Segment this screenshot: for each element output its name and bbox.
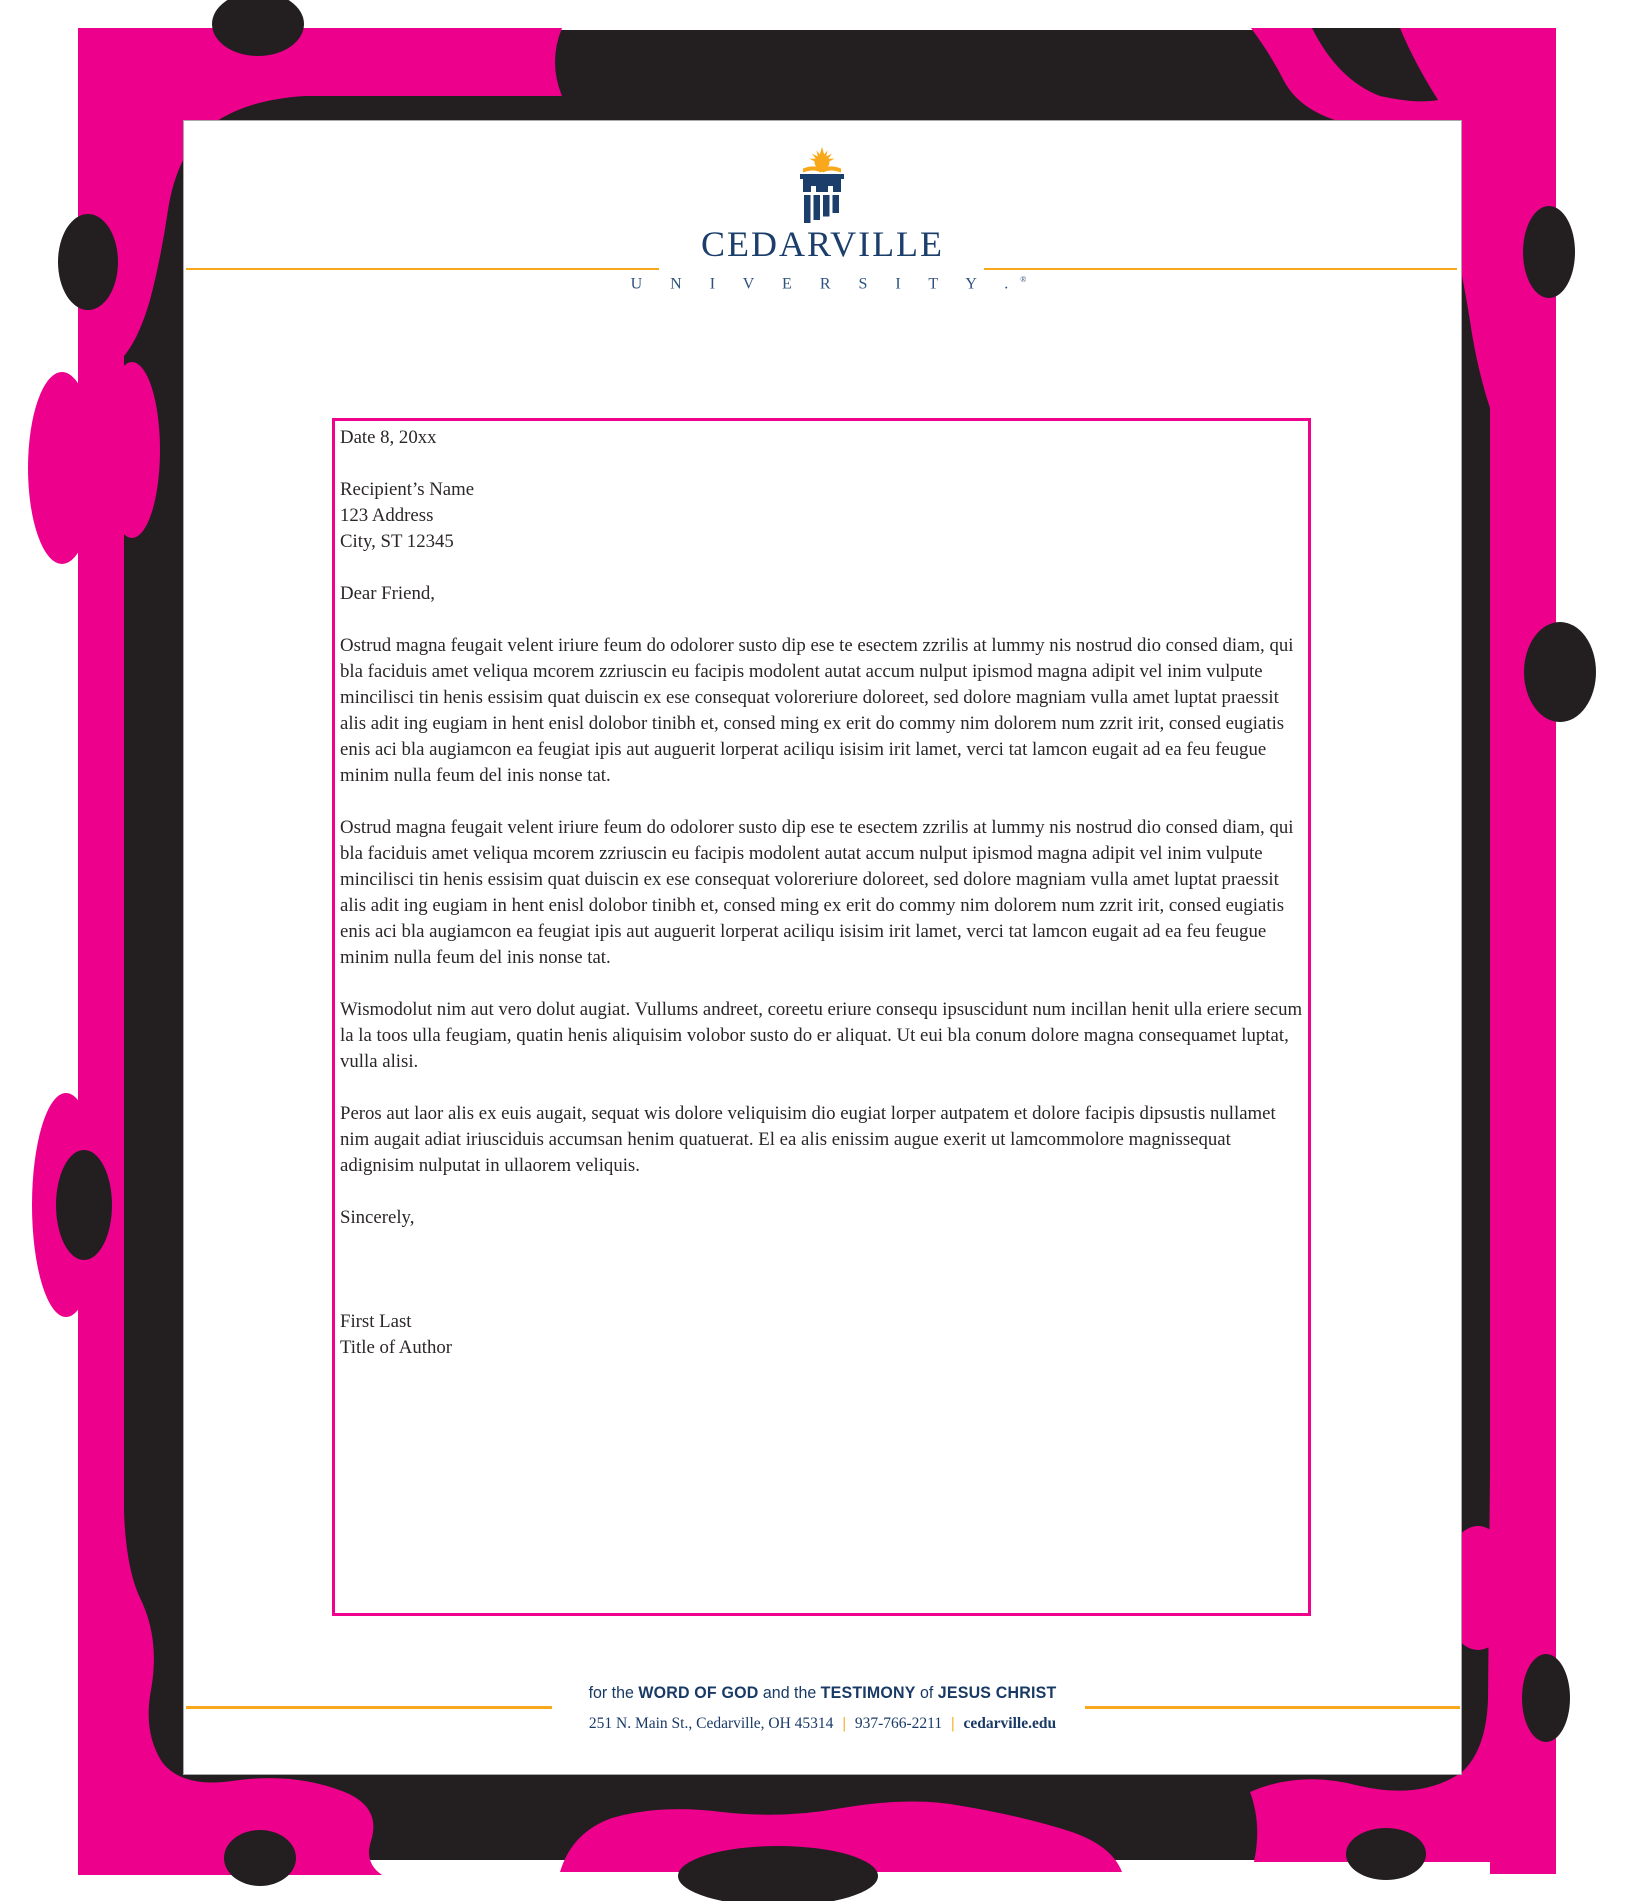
website-link[interactable]: cedarville.edu <box>963 1715 1057 1732</box>
blank-line <box>340 789 1306 815</box>
paragraph-4: Peros aut laor alis ex euis augait, sequat wis dolore veliquisim dio eugiat lorper autpatem et dolore facipis dipsustis nullamet nim augait adiat iriusciduis accumsan henim quatuerat. El ea alis enissim augue exerit ut lamcommolore magnissequat adignisim nulputat in ullaorem veliquis. <box>340 1103 1276 1176</box>
registered-mark: ® <box>1020 275 1027 284</box>
date-line: Date 8, 20xx <box>340 427 437 448</box>
blank-line <box>340 1075 1306 1101</box>
closing: Sincerely, <box>340 1207 415 1228</box>
tagline-testimony: TESTIMONY <box>820 1683 916 1702</box>
footer-rule-left <box>186 1706 552 1709</box>
footer-tagline <box>222 1682 1422 1703</box>
separator-bar: | <box>842 1715 846 1732</box>
footer-address-line <box>184 1713 1461 1734</box>
blank-line <box>340 1283 1306 1309</box>
tagline-of: of <box>915 1683 938 1702</box>
blank-line <box>340 1257 1306 1283</box>
blank-line <box>340 1231 1306 1257</box>
separator-bar: | <box>951 1715 955 1732</box>
paragraph-1: Ostrud magna feugait velent iriure feum do odolorer susto dip ese te esectem zzrilis at lummy nis nostrud dio consed diam, qui bla faciduis amet veliqua mcorem zzriuscin eu facipis modolent autat accum nulput ipismod magna adipit vel inim vulpute mincilisci tin henis essisim quat duiscin ex ese consequat voloreriure doloreet, sed dolore magniam vulla amet luptat praessit alis adit ing eugiam in hent enisl dolobor tinibh et, consed ming ex erit do commy nim dolorem num zzrit irit, consed eugiatis enis aci bla augiamcon ea feugiat ipis aut auguerit lorperat aciliqu isisim irit lamet, verci tat lamcon eugait ad ea feu feugue minim nulla feum del inis nonse tat. <box>340 635 1294 786</box>
street-address: 251 N. Main St., Cedarville, OH 45314 <box>588 1715 834 1732</box>
university-wordmark: CEDARVILLE <box>700 224 945 264</box>
phone-number: 937-766-2211 <box>854 1715 943 1732</box>
sunburst <box>803 147 841 173</box>
blank-line <box>340 1179 1306 1205</box>
tagline-pre: for the <box>588 1683 639 1702</box>
tagline-jesus-christ: JESUS CHRIST <box>937 1683 1057 1702</box>
blank-line <box>340 607 1306 633</box>
salutation: Dear Friend, <box>340 583 435 604</box>
signature-title: Title of Author <box>340 1337 453 1358</box>
university-subname <box>184 271 1461 293</box>
column <box>800 174 844 223</box>
header-rule-right <box>984 268 1457 270</box>
paragraph-2: Ostrud magna feugait velent iriure feum do odolorer susto dip ese te esectem zzrilis at lummy nis nostrud dio consed diam, qui bla faciduis amet veliqua mcorem zzriuscin eu facipis modolent autat accum nulput ipismod magna adipit vel inim vulpute mincilisci tin henis essisim quat duiscin ex ese consequat voloreriure doloreet, sed dolore magniam vulla amet luptat praessit alis adit ing eugiam in hent enisl dolobor tinibh et, consed ming ex erit do commy nim dolorem num zzrit irit, consed eugiatis enis aci bla augiamcon ea feugiat ipis aut auguerit lorperat aciliqu isisim irit lamet, verci tat lamcon eugait ad ea feu feugue minim nulla feum del inis nonse tat. <box>340 817 1294 968</box>
recipient-city: City, ST 12345 <box>340 531 454 552</box>
blank-line <box>340 555 1306 581</box>
paragraph-3: Wismodolut nim aut vero dolut augiat. Vullums andreet, coreetu eriure consequ ipsuscidunt num incillan henit ulla eriere secum la la toos ulla feugiam, quatin henis aliquisim volobor susto do er aliquat. Ut eui bla conum dolore magna consequamet luptat, vulla alisi. <box>340 999 1303 1072</box>
letter-body-box <box>332 418 1311 1616</box>
sunburst-column-logo-icon <box>797 147 847 225</box>
blank-line <box>340 451 1306 477</box>
tagline-word-of-god: WORD OF GOD <box>638 1683 759 1702</box>
tagline-mid: and the <box>758 1683 821 1702</box>
footer-rule-right <box>1085 1706 1460 1709</box>
recipient-name: Recipient’s Name <box>340 479 475 500</box>
signature-name: First Last <box>340 1311 412 1332</box>
recipient-address: 123 Address <box>340 505 434 526</box>
letter-page <box>183 120 1462 1775</box>
header-rule-left <box>186 268 659 270</box>
subname-text: U N I V E R S I T Y . <box>630 275 1021 293</box>
blank-line <box>340 971 1306 997</box>
